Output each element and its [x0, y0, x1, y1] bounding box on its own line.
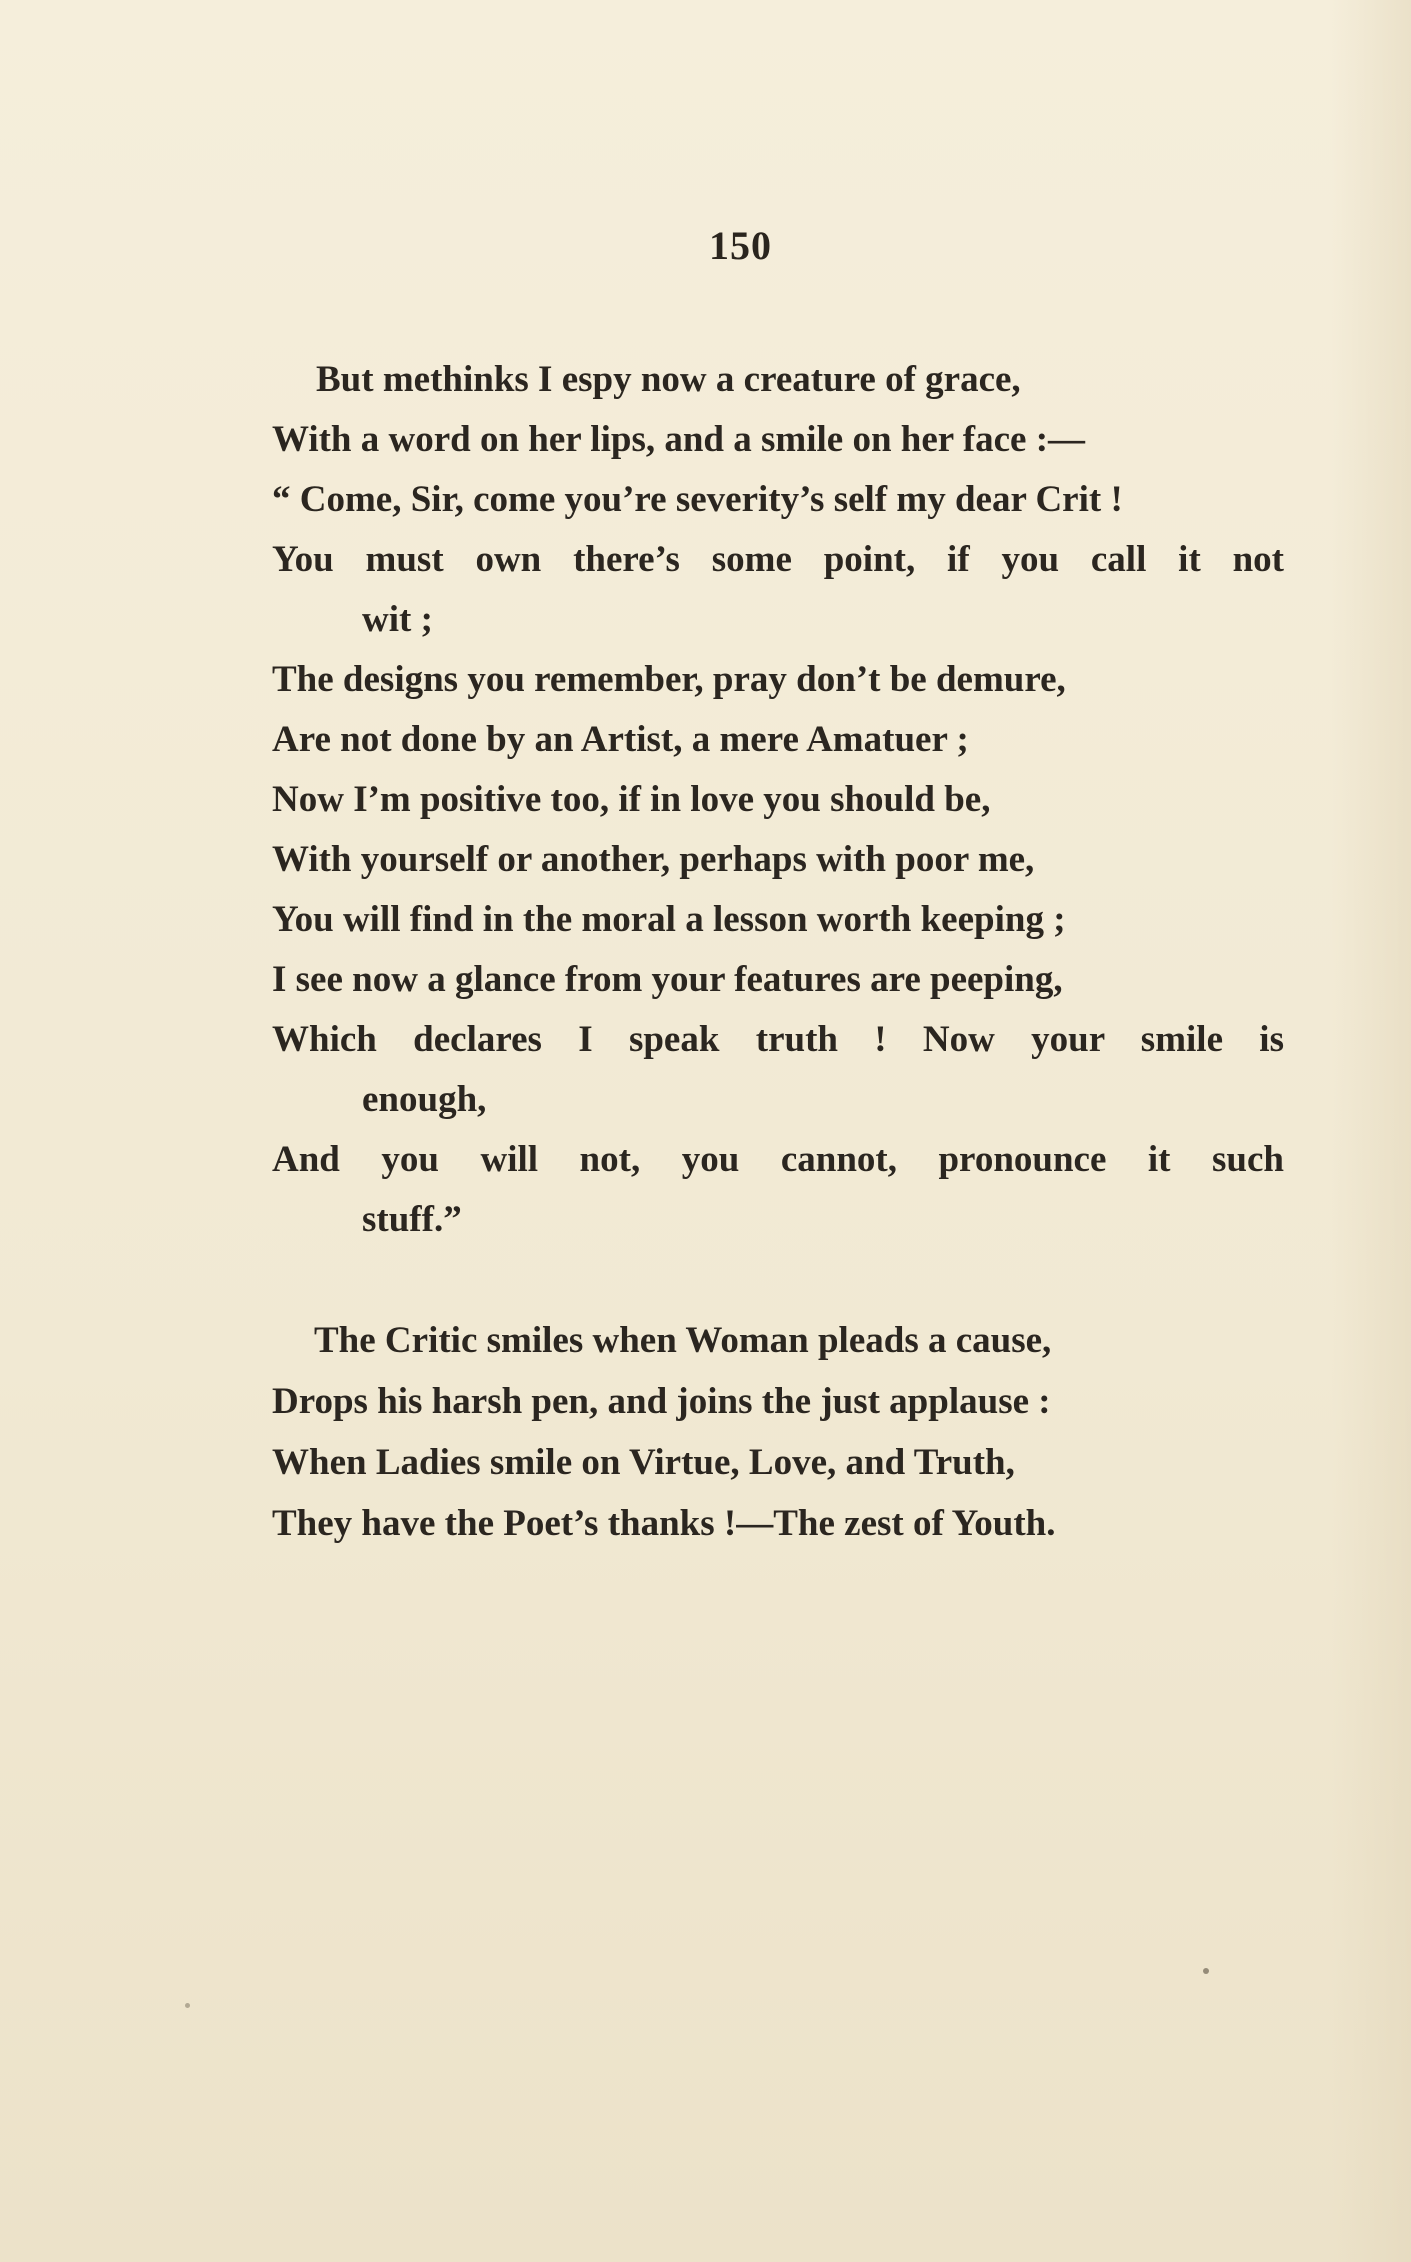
verse-line: And you will not, you cannot, pronounce it such — [272, 1139, 1284, 1180]
page-number: 150 — [709, 223, 772, 268]
verse-line: They have the Poet’s thanks !—The zest of Youth. — [272, 1503, 1056, 1544]
verse-line: Drops his harsh pen, and joins the just applause : — [272, 1381, 1051, 1422]
verse-stanza-2 — [272, 1310, 1292, 1554]
verse-line: When Ladies smile on Virtue, Love, and Truth, — [272, 1442, 1015, 1483]
verse-line: With a word on her lips, and a smile on her face :— — [272, 419, 1086, 460]
verse-line: The Critic smiles when Woman pleads a cause, — [314, 1320, 1052, 1361]
verse-stanza-1 — [272, 350, 1292, 1250]
verse-line: “ Come, Sir, come you’re severity’s self my dear Crit ! — [272, 479, 1123, 520]
verse-line: I see now a glance from your features are peeping, — [272, 959, 1063, 1000]
ink-speck — [185, 2003, 190, 2008]
verse-line: With yourself or another, perhaps with poor me, — [272, 839, 1035, 880]
verse-line: The designs you remember, pray don’t be demure, — [272, 659, 1066, 700]
verse-line-continuation: wit ; — [362, 599, 433, 640]
verse-line-continuation: stuff.” — [362, 1199, 462, 1240]
verse-line: You will find in the moral a lesson worth keeping ; — [272, 899, 1066, 940]
verse-line: But methinks I espy now a creature of grace, — [316, 359, 1021, 400]
verse-line-continuation: enough, — [362, 1079, 487, 1120]
verse-line: Now I’m positive too, if in love you should be, — [272, 779, 991, 820]
ink-speck — [1203, 1968, 1209, 1974]
verse-line: You must own there’s some point, if you call it not — [272, 539, 1284, 580]
verse-line: Are not done by an Artist, a mere Amatuer ; — [272, 719, 969, 760]
verse-line: Which declares I speak truth ! Now your smile is — [272, 1019, 1284, 1060]
